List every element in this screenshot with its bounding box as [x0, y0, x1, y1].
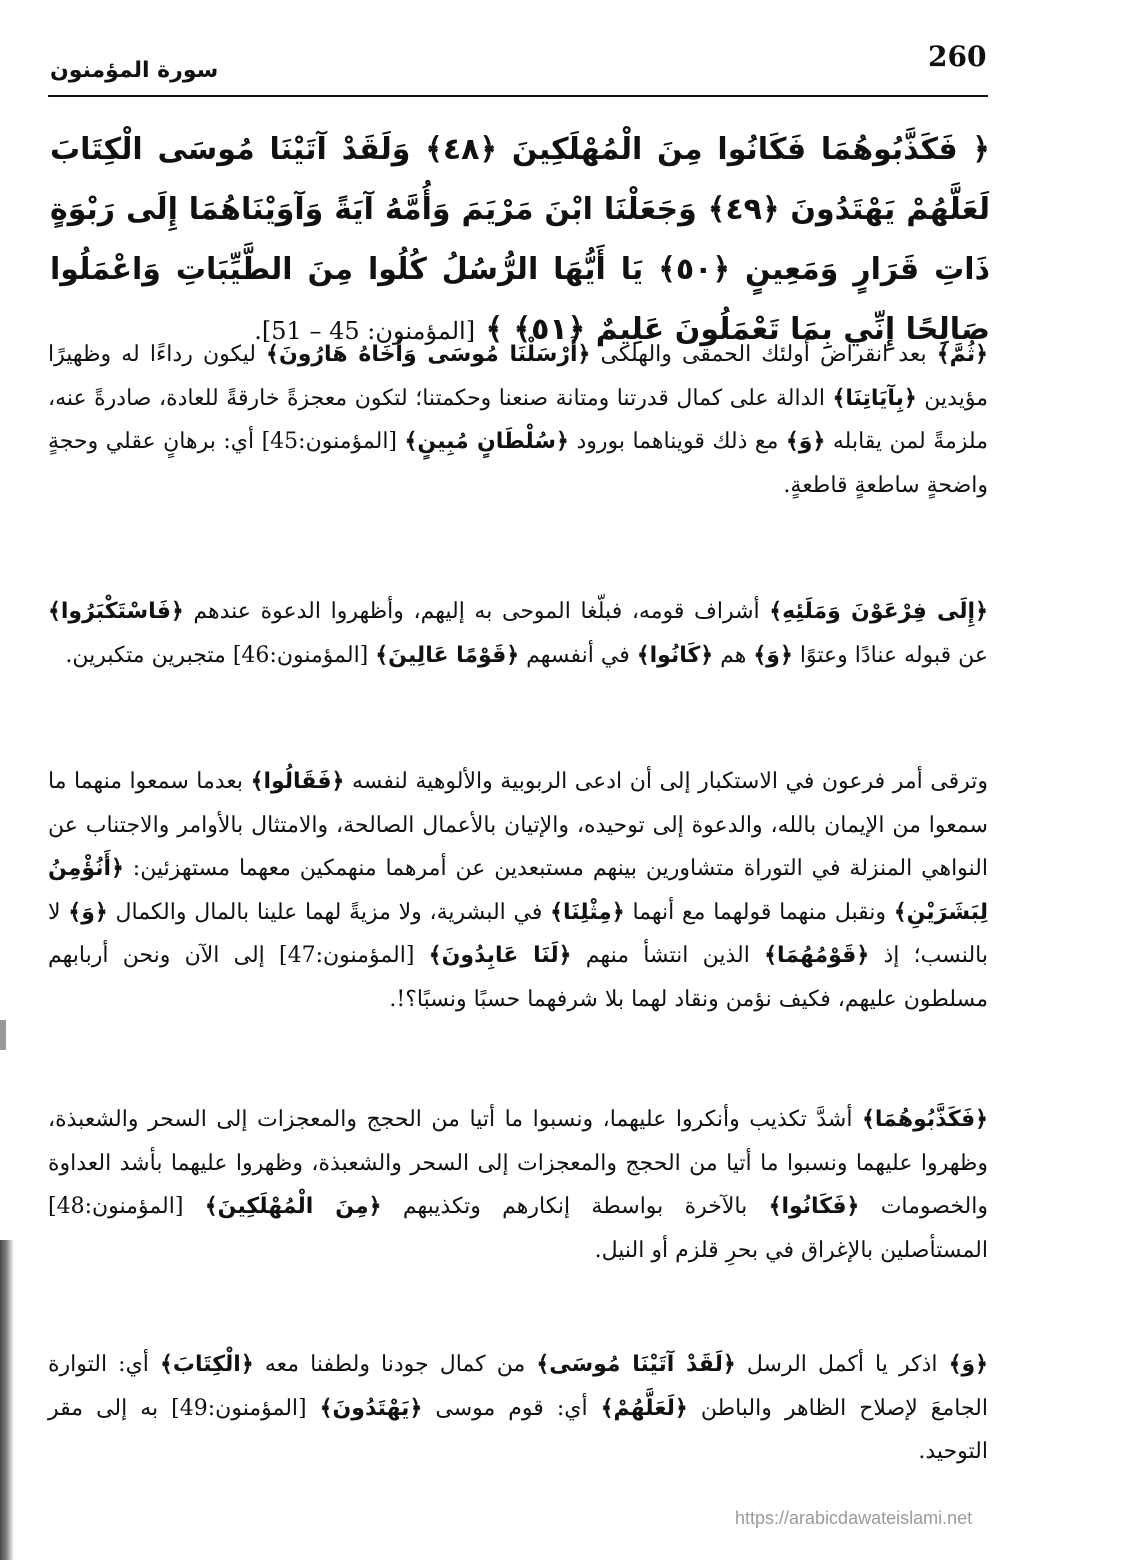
commentary-text: أي: قوم موسى: [422, 1395, 601, 1421]
commentary-text: في أنفسهم: [519, 642, 637, 668]
verses-reference: [المؤمنون: 45 – 51].: [254, 317, 476, 345]
quran-quote: ﴿وَ﴾: [753, 642, 793, 668]
commentary-text: لا بالنسب؛ إذ: [48, 899, 988, 968]
surah-title: سورة المؤمنون: [50, 58, 219, 83]
quran-quote: ﴿مِنَ الْمُهْلَكِينَ﴾: [204, 1194, 382, 1219]
commentary-text: وترقى أمر فرعون في الاستكبار إلى أن ادعى الربوبية والألوهية لنفسه: [344, 769, 988, 794]
commentary-text: من كمال جودنا ولطفنا معه: [253, 1352, 537, 1377]
quran-quote: ﴿وَ﴾: [785, 429, 826, 454]
quran-quote: ﴿أَنُؤْمِنُ لِبَشَرَيْنِ﴾: [48, 856, 988, 925]
commentary-text: بعدما سمعوا منهما ما سمعوا من الإيمان بالله، والدعوة إلى توحيده، والإتيان بالأعمال الصالحة، والامتثال بالأوامر والاجتناب عن النواهي المنزلة في التوراة متشاورين بينهم مستبعدين عن أمرهما منهمكين معهما مستهزئين:: [48, 769, 988, 881]
commentary-text: في البشرية، ولا مزيةً لهما علينا بالمال والكمال: [107, 899, 551, 925]
scan-mark: [0, 1020, 6, 1050]
quran-quote: ﴿مِثْلِنَا﴾: [550, 899, 625, 925]
quran-quote: ﴿فَكَانُوا﴾: [768, 1194, 860, 1219]
quran-quote: ﴿يَهْتَدُونَ﴾: [319, 1395, 423, 1421]
commentary-paragraph-1: [48, 333, 988, 507]
commentary-text: الذين انتشأ منهم: [571, 943, 765, 968]
quran-quote: ﴿قَوْمًا عَالِينَ﴾: [375, 642, 520, 668]
commentary-text: مع ذلك قويناهما بورود: [568, 429, 786, 454]
commentary-text: [المؤمنون:49] به إلى مقر التوحيد.: [48, 1395, 988, 1464]
quran-quote: ﴿إِلَى فِرْعَوْنَ وَمَلَئِهِ﴾: [769, 599, 988, 624]
quran-quote: ﴿لَعَلَّهُمْ﴾: [600, 1395, 688, 1421]
quran-quote: ﴿وَ﴾: [948, 1352, 989, 1377]
quran-quote: ﴿فَاسْتَكْبَرُوا﴾: [48, 599, 184, 624]
quran-verses-block: [50, 120, 990, 361]
commentary-text: أشراف قومه، فبلّغا الموحى به إليهم، وأظهروا الدعوة عندهم: [183, 599, 770, 624]
commentary-paragraph-4: [48, 1098, 988, 1272]
quran-quote: ﴿لَنَا عَابِدُونَ﴾: [428, 943, 572, 968]
quran-quote: ﴿فَقَالُوا﴾: [250, 769, 345, 794]
commentary-text: اذكر يا أكمل الرسل: [735, 1352, 949, 1377]
quran-quote: ﴿ثُمَّ﴾: [936, 342, 988, 367]
commentary-paragraph-3: [48, 760, 988, 1021]
quran-quote: ﴿سُلْطَانٍ مُبِينٍ﴾: [404, 429, 569, 454]
commentary-text: أشدَّ تكذيب وأنكروا عليهما، ونسبوا ما أتيا من الحجج والمعجزات إلى السحر والشعبذة، وظهروا عليهما ونسبوا ما أتيا من الحجج والمعجزات إلى السحر والشعبذة، وظهروا عليهما بأشد العداوة والخصومات: [48, 1107, 988, 1219]
commentary-paragraph-2: [48, 590, 988, 677]
commentary-text: عن قبوله عنادًا وعتوًا: [792, 642, 988, 668]
commentary-text: [المؤمنون:48] المستأصلين بالإغراق في بحرِ قلزم أو النيل.: [48, 1194, 988, 1263]
commentary-text: بالآخرة بواسطة إنكارهم وتكذيبهم: [381, 1194, 769, 1219]
quran-quote: ﴿بِآيَاتِنَا﴾: [832, 385, 917, 411]
commentary-text: بعد انقراض أولئك الحمقى والهلكى: [590, 342, 937, 367]
page-number: 260: [928, 40, 987, 73]
quran-quote: ﴿لَقَدْ آتَيْنَا مُوسَى﴾: [536, 1352, 736, 1377]
commentary-text: [المؤمنون:45] أي: برهانٍ عقلي وحجةٍ واضحةٍ ساطعةٍ قاطعةٍ.: [48, 429, 988, 498]
quran-quote: ﴿الْكِتَابَ﴾: [160, 1352, 254, 1377]
commentary-text: الدالة على كمال قدرتنا ومتانة صنعنا وحكمتنا؛ لتكون معجزةً خارقةً للعادة، صادرةً عنه، ملزمةً لمن يقابله: [48, 385, 988, 454]
commentary-text: أي: التوارة الجامعَ لإصلاح الظاهر والباطن: [48, 1352, 988, 1421]
quran-quote: ﴿وَ﴾: [68, 899, 108, 925]
quran-quote: ﴿أَرْسَلْنَا مُوسَى وَأَخَاهُ هَارُونَ﴾: [266, 342, 591, 367]
commentary-text: ليكون رداءًا له وظهيرًا مؤيدين: [48, 342, 989, 411]
verses-text: ﴿ فَكَذَّبُوهُمَا فَكَانُوا مِنَ الْمُهْلَكِينَ ﴿٤٨﴾ وَلَقَدْ آتَيْنَا مُوسَى الْكِتَابَ لَعَلَّهُمْ يَهْتَدُونَ ﴿٤٩﴾ وَجَعَلْنَا ابْنَ مَرْيَمَ وَأُمَّهُ آيَةً وَآوَيْنَاهُمَا إِلَى رَبْوَةٍ ذَاتِ قَرَارٍ وَمَعِينٍ ﴿٥٠﴾ يَا أَيُّهَا الرُّسُلُ كُلُوا مِنَ الطَّيِّبَاتِ وَاعْمَلُوا صَالِحًا إِنِّي بِمَا تَعْمَلُونَ عَلِيمٌ ﴿٥١﴾ ﴾: [50, 132, 991, 347]
commentary-paragraph-5: [48, 1343, 988, 1474]
commentary-text: [المؤمنون:46] متجبرين متكبرين.: [65, 642, 376, 668]
quran-quote: ﴿قَوْمُهُمَا﴾: [764, 943, 870, 968]
quran-quote: ﴿كَانُوا﴾: [636, 642, 714, 668]
header-rule: [48, 95, 988, 97]
commentary-text: هم: [713, 642, 754, 668]
quran-quote: ﴿فَكَذَّبُوهُمَا﴾: [861, 1107, 988, 1132]
commentary-text: [المؤمنون:47] إلى الآن ونحن أربابهم مسلطون عليهم، فكيف نؤمن ونقاد لهما بلا شرفهما حسبًا ونسبًا؟!.: [48, 943, 988, 1012]
commentary-text: ونقبل منهما قولهما مع أنهما: [624, 899, 894, 925]
scan-shadow: [0, 1240, 14, 1560]
watermark-url: https://arabicdawateislami.net: [735, 1508, 973, 1528]
